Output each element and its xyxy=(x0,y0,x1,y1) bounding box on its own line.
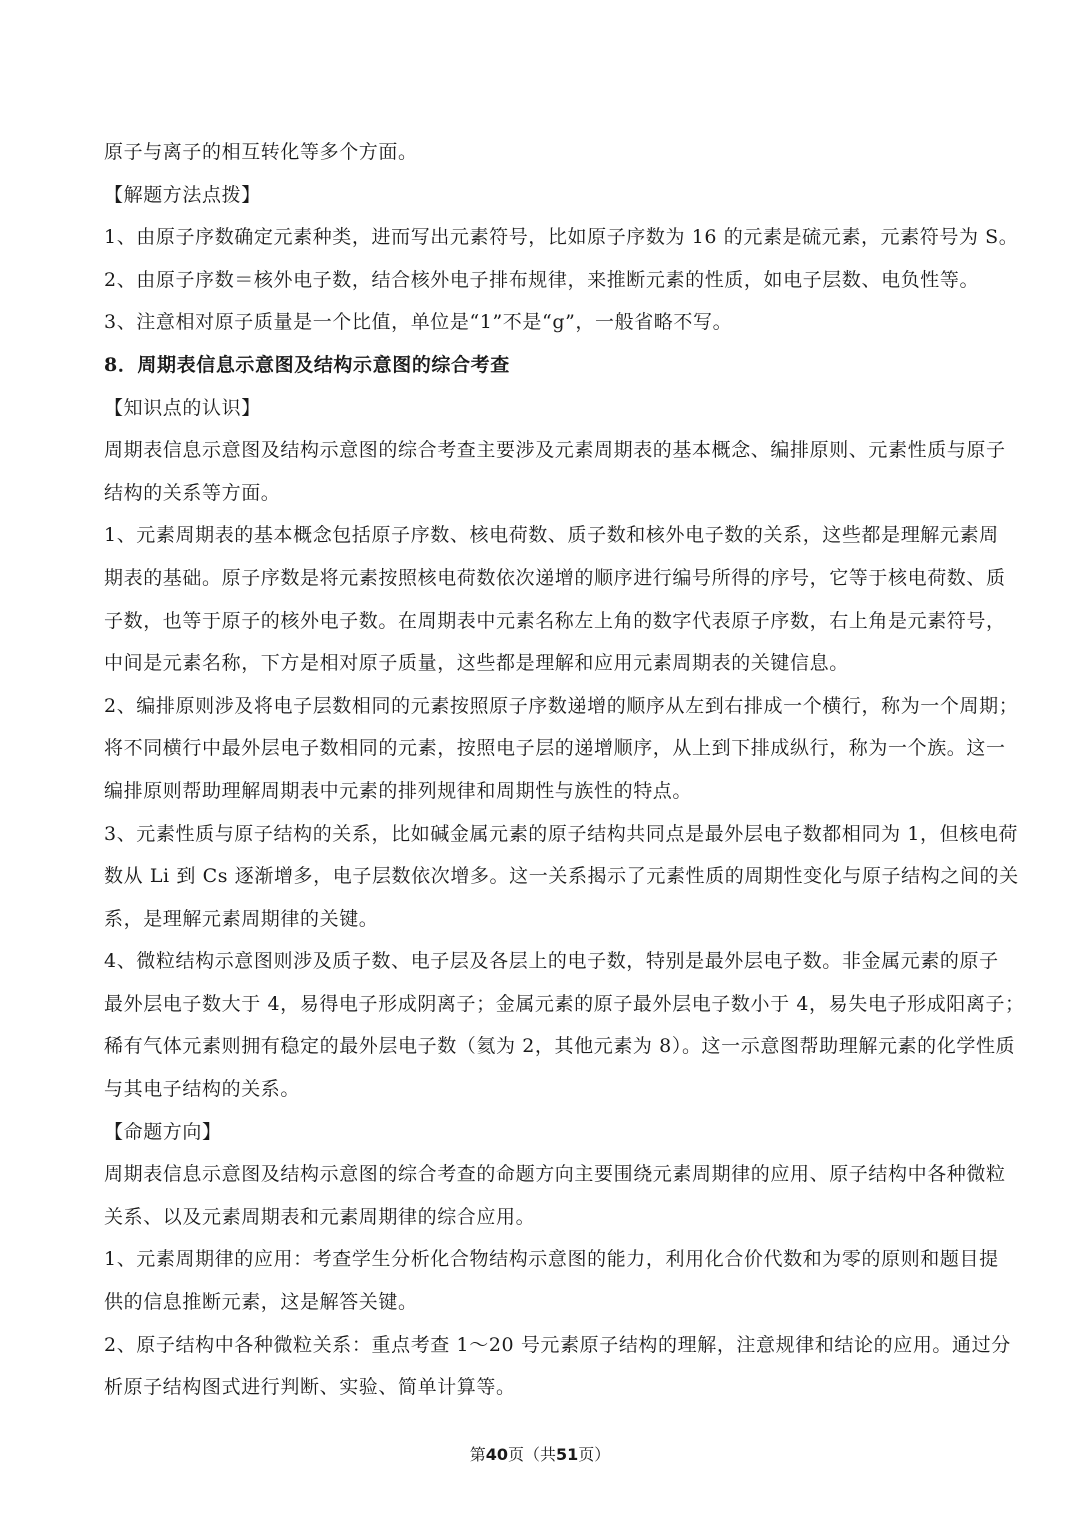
text-line: 2、原子结构中各种微粒关系：重点考查 1～20 号元素原子结构的理解，注意规律和结论的应用。通过分 xyxy=(104,1333,1011,1356)
footer-middle: 页（共 xyxy=(507,1445,556,1464)
document-body xyxy=(104,131,1025,1409)
text-line: 关系、以及元素周期表和元素周期律的综合应用。 xyxy=(104,1205,536,1228)
footer-prefix: 第 xyxy=(469,1445,486,1464)
section-label: 【知识点的认识】 xyxy=(104,396,261,419)
section-label: 【解题方法点拨】 xyxy=(104,183,261,206)
text-line: 将不同横行中最外层电子数相同的元素，按照电子层的递增顺序，从上到下排成纵行，称为一个族。这一 xyxy=(104,737,1006,760)
footer-suffix: 页） xyxy=(578,1445,611,1464)
section-heading: 8．周期表信息示意图及结构示意图的综合考查 xyxy=(104,353,510,376)
text-line: 期表的基础。原子序数是将元素按照核电荷数依次递增的顺序进行编号所得的序号，它等于核电荷数、质 xyxy=(104,566,1006,589)
text-line: 原子与离子的相互转化等多个方面。 xyxy=(104,141,418,163)
text-line: 3、注意相对原子质量是一个比值，单位是“1”不是“g”，一般省略不写。 xyxy=(104,311,733,334)
section-label: 【命题方向】 xyxy=(104,1120,222,1143)
text-line: 编排原则帮助理解周期表中元素的排列规律和周期性与族性的特点。 xyxy=(104,779,693,802)
total-pages: 51 xyxy=(556,1445,579,1464)
text-line: 系，是理解元素周期律的关键。 xyxy=(104,907,379,930)
text-line: 最外层电子数大于 4，易得电子形成阴离子；金属元素的原子最外层电子数小于 4，易失电子形成阳离子； xyxy=(104,992,1025,1015)
text-line: 结构的关系等方面。 xyxy=(104,481,281,504)
text-line: 1、由原子序数确定元素种类，进而写出元素符号，比如原子序数为 16 的元素是硫元素，元素符号为 S。 xyxy=(104,226,1019,249)
text-line: 周期表信息示意图及结构示意图的综合考查的命题方向主要围绕元素周期律的应用、原子结构中各种微粒 xyxy=(104,1163,1006,1186)
text-line: 数从 Li 到 Cs 逐渐增多，电子层数依次增多。这一关系揭示了元素性质的周期性变化与原子结构之间的关 xyxy=(104,865,1019,888)
text-line: 中间是元素名称，下方是相对原子质量，这些都是理解和应用元素周期表的关键信息。 xyxy=(104,652,849,675)
text-line: 析原子结构图式进行判断、实验、简单计算等。 xyxy=(104,1376,516,1399)
text-line: 4、微粒结构示意图则涉及质子数、电子层及各层上的电子数，特别是最外层电子数。非金属元素的原子 xyxy=(104,950,999,973)
page-number: 40 xyxy=(485,1445,508,1464)
text-line: 2、编排原则涉及将电子层数相同的元素按照原子序数递增的顺序从左到右排成一个横行，称为一个周期； xyxy=(104,694,1019,717)
text-line: 子数，也等于原子的核外电子数。在周期表中元素名称左上角的数字代表原子序数，右上角是元素符号， xyxy=(104,609,1006,632)
text-line: 供的信息推断元素，这是解答关键。 xyxy=(104,1291,418,1314)
text-line: 3、元素性质与原子结构的关系，比如碱金属元素的原子结构共同点是最外层电子数都相同为 1，但核电荷 xyxy=(104,822,1019,845)
text-line: 与其电子结构的关系。 xyxy=(104,1078,301,1101)
text-line: 周期表信息示意图及结构示意图的综合考查主要涉及元素周期表的基本概念、编排原则、元素性质与原子 xyxy=(104,439,1006,462)
text-line: 稀有气体元素则拥有稳定的最外层电子数（氦为 2，其他元素为 8）。这一示意图帮助理解元素的化学性质 xyxy=(104,1035,1016,1058)
text-line: 1、元素周期表的基本概念包括原子序数、核电荷数、质子数和核外电子数的关系，这些都是理解元素周 xyxy=(104,524,999,547)
text-line: 2、由原子序数＝核外电子数，结合核外电子排布规律，来推断元素的性质，如电子层数、电负性等。 xyxy=(104,268,980,291)
page-footer xyxy=(0,1443,1080,1467)
text-line: 1、元素周期律的应用：考查学生分析化合物结构示意图的能力，利用化合价代数和为零的原则和题目提 xyxy=(104,1248,999,1271)
